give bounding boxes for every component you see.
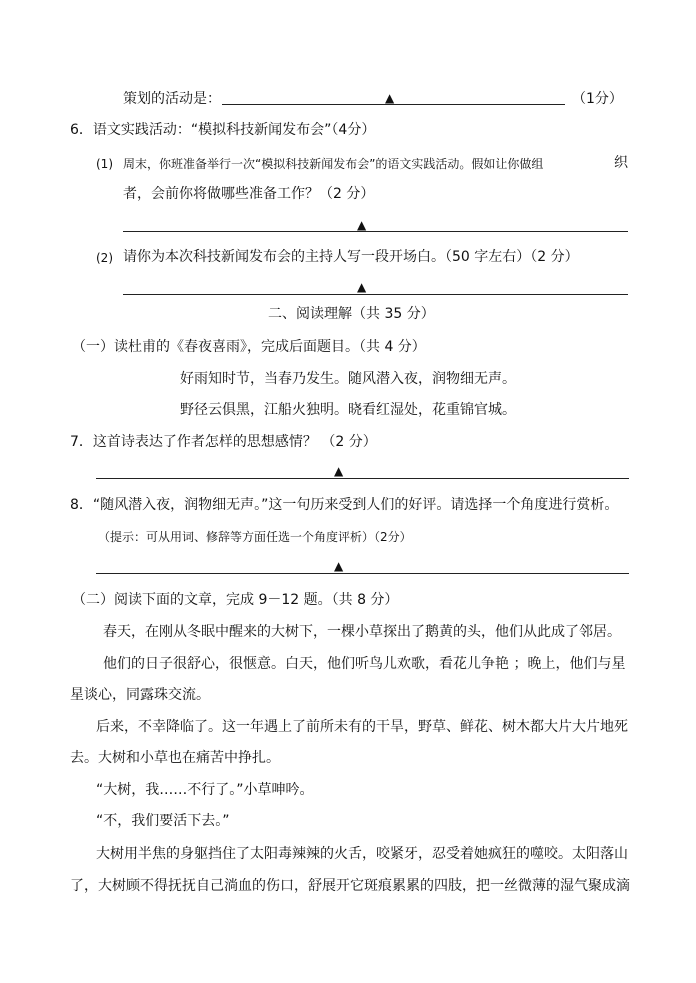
q6-part1-line2: 者，会前你将做哪些准备工作？（2 分）: [123, 186, 375, 202]
answer-line: [123, 294, 628, 295]
q5-prefix: 策划的活动是：: [123, 91, 221, 107]
article-line: 他们的日子很舒心，很惬意。白天，他们听鸟儿欢歌，看花儿争艳 ；晚上，他们与星: [103, 656, 626, 672]
article-line: 了，大树顾不得抚抚自己淌血的伤口，舒展开它斑痕累累的四肢，把一丝微薄的湿气聚成滴: [70, 878, 630, 894]
q6-part2-text: 请你为本次科技新闻发布会的主持人写一段开场白。（50 字左右）（2 分）: [123, 249, 579, 265]
article-line: 后来，不幸降临了。这一年遇上了前所未有的干旱，野草、鲜花、树木都大片大片地死: [96, 719, 628, 735]
q6-title: 6．语文实践活动：“模拟科技新闻发布会”（4分）: [70, 122, 376, 138]
article-line: 春天，在刚从冬眠中醒来的大树下，一棵小草探出了鹅黄的头，他们从此成了邻居。: [103, 624, 621, 640]
q8-hint: （提示：可从用词、修辞等方面任选一个角度评析）（2分）: [98, 530, 412, 544]
section-title: 二、阅读理解（共 35 分）: [268, 306, 435, 322]
triangle-marker-icon: ▲: [334, 464, 344, 478]
q7-text: 7．这首诗表达了作者怎样的思想感情？ （2 分）: [70, 434, 377, 450]
q6-part1-line1: 周末，你班准备举行一次“模拟科技新闻发布会”的语文实践活动。假如让你做组: [123, 157, 544, 171]
article-line: “不，我们要活下去。”: [96, 813, 230, 829]
article-line: “大树，我……不行了。”小草呻吟。: [96, 782, 314, 798]
poem-line: 野径云俱黑，江船火独明。晓看红湿处，花重锦官城。: [180, 402, 516, 418]
q5-score: （1分）: [572, 91, 623, 107]
article-line: 去。大树和小草也在痛苦中挣扎。: [70, 750, 280, 766]
answer-line: [96, 478, 629, 479]
article-line: 星谈心，同露珠交流。: [70, 687, 210, 703]
triangle-marker-icon: ▲: [357, 280, 367, 294]
q6-part1-number: (1): [96, 157, 113, 171]
triangle-marker-icon: ▲: [385, 91, 395, 105]
triangle-marker-icon: ▲: [357, 218, 367, 232]
q6-part1-tail: 织: [614, 155, 628, 171]
part2-intro: （二）阅读下面的文章，完成 9－12 题。（共 8 分）: [72, 592, 399, 608]
q6-part2-number: (2): [96, 251, 113, 265]
q8-text: 8．“随风潜入夜，润物细无声。”这一句历来受到人们的好评。请选择一个角度进行赏析。: [70, 497, 619, 513]
part1-intro: （一）读杜甫的《春夜喜雨》，完成后面题目。（共 4 分）: [72, 339, 426, 355]
article-line: 大树用半焦的身躯挡住了太阳毒辣辣的火舌，咬紧牙，忍受着她疯狂的噬咬。太阳落山: [96, 846, 628, 862]
triangle-marker-icon: ▲: [334, 559, 344, 573]
answer-line: [96, 573, 629, 574]
poem-line: 好雨知时节，当春乃发生。随风潜入夜，润物细无声。: [180, 371, 516, 387]
answer-line: [123, 231, 628, 232]
